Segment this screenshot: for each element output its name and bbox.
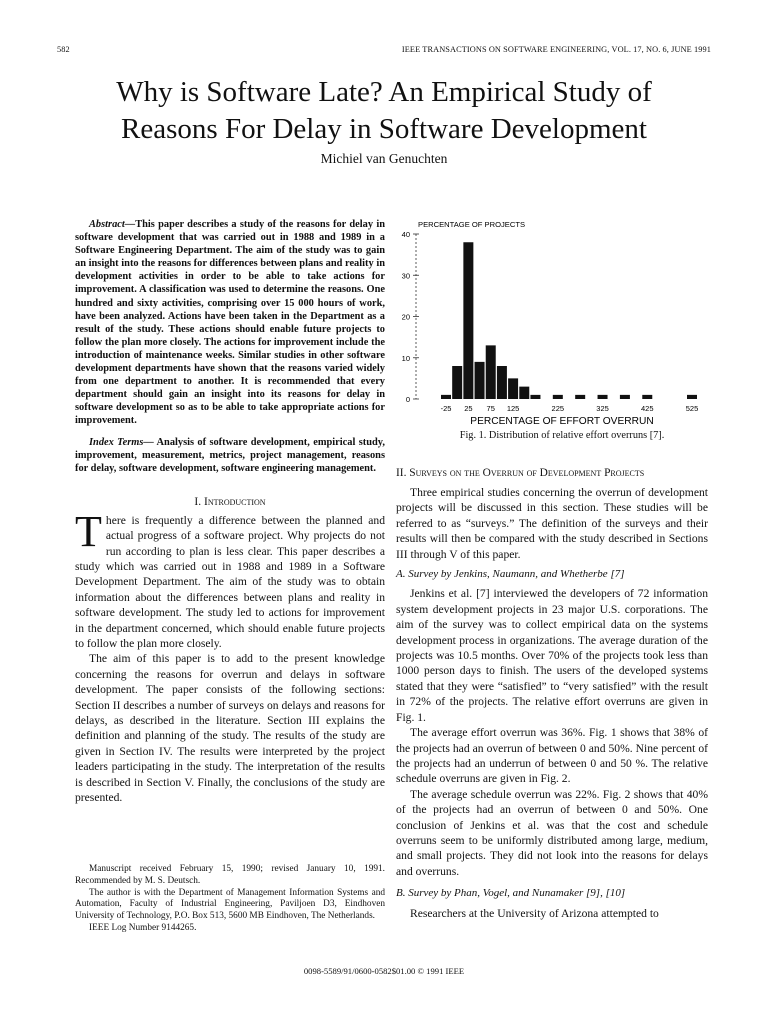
- x-tick-label: 525: [685, 404, 699, 413]
- abstract-label: Abstract—: [89, 219, 136, 230]
- author: Michiel van Genuchten: [320, 151, 448, 166]
- chart-bar: [620, 395, 630, 399]
- chart-bar: [519, 387, 529, 399]
- abstract-text: This paper describes a study of the reasons for delay in software development that was carried out in 1988 and 1989 in a Software Engineering Department. The aim of the study was to gain an insight into the reasons for differences between plans and reality in development activities in order to be able to take actions for improvement. A classification was used to determine the reasons. One hundred and sixty activities, comprising over 15 000 hours of work, have been analyzed. Actions have been taken in the Department as a result of the study. These actions should enable future projects to follow the plan more closely. The actions for improvement include the introduction of maintenance weeks. Similar studies in other software development departments have shown that the reasons varied widely from one department to another. It is recommended that every department should gain an insight into its reasons for delay in software development so as to be able to take appropriate actions for improvement.: [75, 219, 385, 427]
- y-tick-label: 30: [401, 271, 410, 281]
- surveys-intro-paragraph: Three empirical studies concerning the overrun of development projects will be discussed in this section. These studies will be referred to as “surveys.” The definition of the surveys and their results will then be compared with the study described in Sections III through V of this paper.: [396, 486, 708, 561]
- intro-paragraph-2: The aim of this paper is to add to the present knowledge concerning the reasons for overrun and delays in software development. The paper consists of the following sections: Section II describes a number of surveys on delays and reasons for delays, as described in the literature. Section III explains the definition and planning of the study. The results of the study are given in Section IV. The results were interpreted by the project leaders participating in the study. The interpretation of the results is described in Section V. Finally, the conclusions of the study are presented.: [75, 652, 385, 805]
- x-axis-ticks: [441, 404, 699, 413]
- y-axis-ticks: [402, 230, 419, 404]
- survey-b-paragraph-1: Researchers at the University of Arizona attempted to: [410, 906, 659, 920]
- x-tick-label: 425: [641, 404, 654, 413]
- survey-a-paragraph-1: Jenkins et al. [7] interviewed the developers of 72 information system development projects in 23 major U.S. corporations. The aim of the survey was to collect empirical data on the systems development process in organizations. The average duration of the projects was 10.5 months. Over 70% of the projects took less than 1000 person days to finish. The users of the developed systems stated that they were “satisfied” to “very satisfied” with the result in 72% of the projects. The relative effort overruns are given in Fig. 1.: [396, 587, 708, 724]
- figure-caption: Fig. 1. Distribution of relative effort overruns [7].: [459, 430, 665, 441]
- title-line-2: Reasons For Delay in Software Development: [121, 113, 647, 145]
- chart-bar: [598, 395, 608, 399]
- chart-bar: [687, 395, 697, 399]
- y-tick-label: 20: [401, 312, 410, 322]
- journal-header: IEEE TRANSACTIONS ON SOFTWARE ENGINEERING, VOL. 17, NO. 6, JUNE 1991: [401, 45, 711, 54]
- section-heading-surveys: II. Surveys on the Overrun of Development Projects: [396, 467, 645, 479]
- page-number: 582: [57, 45, 70, 54]
- footnote-received: Manuscript received February 15, 1990; revised January 10, 1991. Recommended by M. S. Deutsch.: [75, 864, 385, 886]
- survey-a-paragraph-2: The average effort overrun was 36%. Fig. 1 shows that 38% of the projects had an overrun of between 0 and 50%. Nine percent of the projects had an underrun of between 0 and 50 %. The relative schedule overruns are given in Fig. 2.: [396, 726, 708, 786]
- footnotes: [75, 864, 385, 935]
- x-tick-label: -25: [440, 404, 452, 413]
- y-tick-label: 40: [401, 230, 410, 239]
- survey-a-paragraph-3: The average schedule overrun was 22%. Fig. 2 shows that 40% of the projects had an overrun of between 0 and 50%. One conclusion of Jenkins et al. was that the cost and schedule overruns seem to be uniformly distributed among large, medium, and small projects. They did not look into the reasons for delays and overruns.: [396, 787, 708, 878]
- chart-bar: [575, 395, 585, 399]
- chart-bar: [463, 242, 473, 399]
- chart-bars: [441, 242, 697, 399]
- chart-bar: [497, 366, 507, 399]
- drop-cap: T: [75, 506, 102, 556]
- index-terms: [75, 436, 385, 475]
- index-terms-text: Analysis of software development, empirical study, improvement, measurement, metrics, project management, reasons for delay, software development, software engineering management.: [75, 436, 385, 474]
- chart-bar: [452, 366, 462, 399]
- subsection-a-heading: A. Survey by Jenkins, Naumann, and Whetherbe [7]: [396, 568, 625, 581]
- chart-bar: [508, 378, 518, 399]
- chart-bar: [642, 395, 652, 399]
- footnote-log-number: IEEE Log Number 9144265.: [89, 922, 197, 933]
- index-terms-label: Index Terms—: [89, 436, 154, 448]
- abstract: [75, 218, 385, 428]
- section-heading-introduction: I. Introduction: [194, 495, 266, 508]
- title-line-1: Why is Software Late? An Empirical Study of: [116, 76, 652, 108]
- y-axis-label: PERCENTAGE OF PROJECTS: [418, 220, 526, 229]
- y-tick-label: 10: [401, 353, 410, 363]
- copyright-footer: 0098-5589/91/0600-0582$01.00 © 1991 IEEE: [303, 966, 465, 976]
- x-axis-label: PERCENTAGE OF EFFORT OVERRUN: [470, 416, 654, 427]
- footnote-affiliation: The author is with the Department of Management Information Systems and Automation, Faculty of Industrial Engineering, Paviljoen D3, Eindhoven University of Technology, P.O. Box 513, 5600 MB Eindhoven, The Netherlands.: [75, 887, 385, 922]
- x-tick-label: 75: [486, 404, 495, 413]
- chart-bar: [441, 395, 451, 399]
- chart-bar: [553, 395, 563, 399]
- subsection-b-heading: B. Survey by Phan, Vogel, and Nunamaker [9], [10]: [396, 887, 626, 900]
- left-column: [75, 218, 385, 806]
- intro-paragraph-1: There is frequently a difference between the planned and actual progress of a software project. Why projects do not run according to plan is less clear. This paper describes a study which was carried out in 1988 and 1989 in a Software Development Department. The aim of the study was to obtain information about the differences between plans and reality in software development. The study led to actions for improvement in the department concerned, which should enable future projects to follow the plan more closely.: [75, 506, 385, 651]
- effort-overrun-bar-chart: [392, 212, 732, 434]
- right-column: [396, 467, 708, 921]
- x-tick-label: 125: [506, 404, 520, 413]
- chart-bar: [475, 362, 485, 399]
- paper-title: [0, 74, 768, 148]
- chart-bar: [486, 345, 496, 399]
- x-tick-label: 325: [596, 404, 609, 413]
- x-tick-label: 225: [551, 404, 565, 413]
- y-tick-label: 0: [405, 395, 410, 404]
- chart-bar: [530, 395, 540, 399]
- x-tick-label: 25: [464, 404, 473, 413]
